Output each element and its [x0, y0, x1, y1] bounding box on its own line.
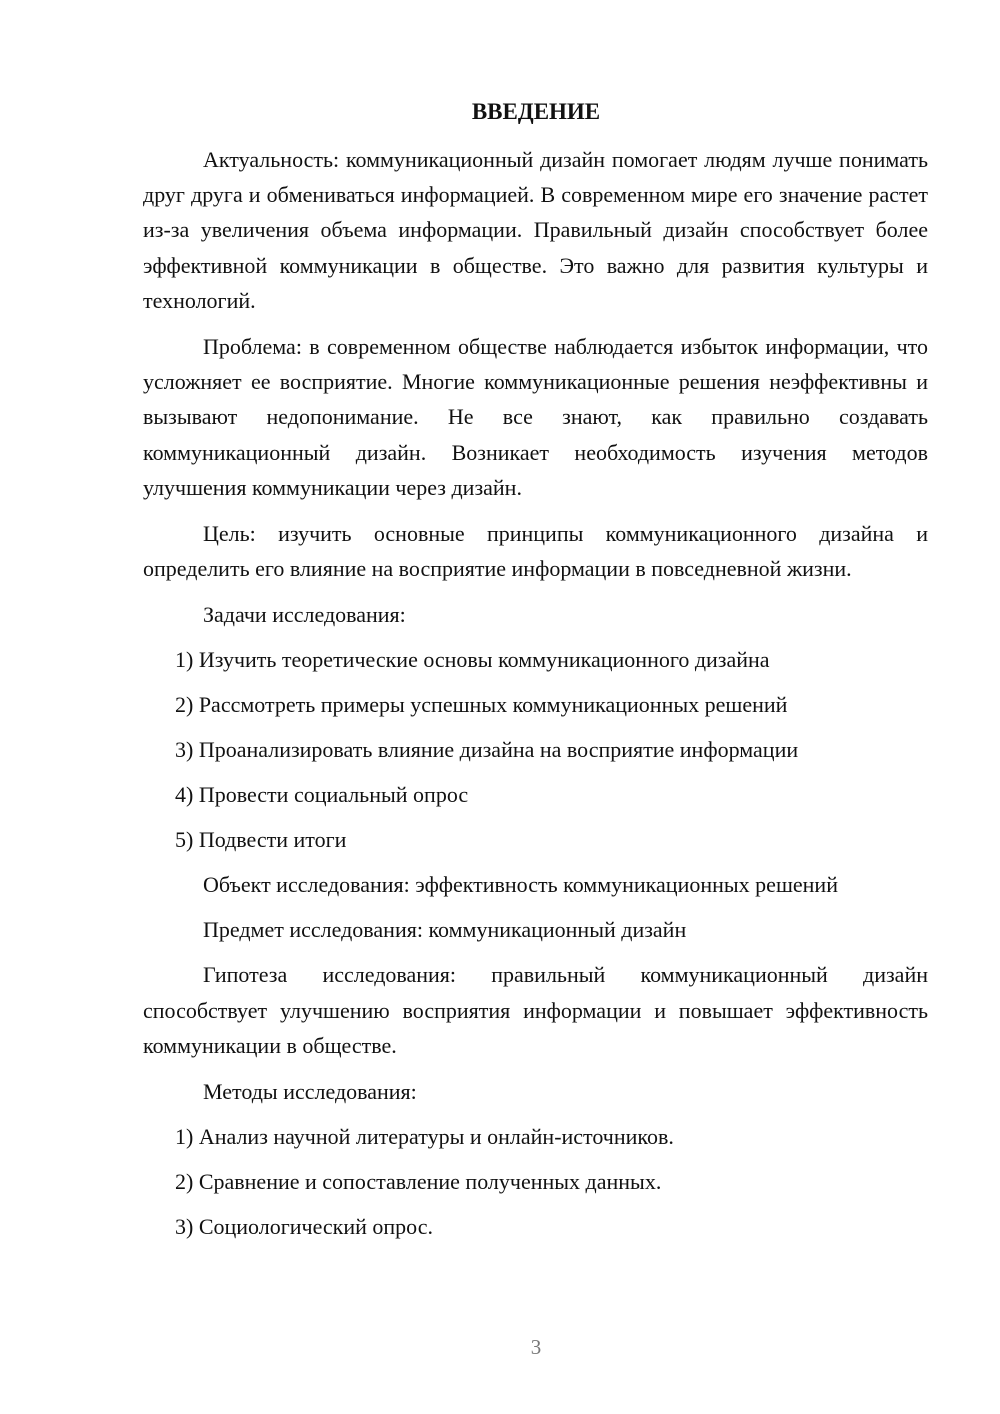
- method-item-3: 3) Социологический опрос.: [175, 1214, 433, 1240]
- task-item-1: 1) Изучить теоретические основы коммуникационного дизайна: [175, 647, 770, 673]
- task-item-2: 2) Рассмотреть примеры успешных коммуникационных решений: [175, 692, 788, 718]
- hypothesis-paragraph: Гипотеза исследования: правильный коммуникационный дизайн способствует улучшению восприятия информации и повышает эффективность коммуникации в обществе.: [143, 962, 928, 1058]
- method-item-2: 2) Сравнение и сопоставление полученных данных.: [175, 1169, 662, 1195]
- task-item-4: 4) Провести социальный опрос: [175, 782, 469, 808]
- page-title: ВВЕДЕНИЕ: [471, 99, 601, 124]
- research-subject: Предмет исследования: коммуникационный дизайн: [203, 917, 687, 943]
- tasks-heading: Задачи исследования:: [203, 602, 406, 628]
- research-object: Объект исследования: эффективность коммуникационных решений: [203, 872, 838, 898]
- goal-paragraph: Цель: изучить основные принципы коммуникационного дизайна и определить его влияние на восприятие информации в повседневной жизни.: [143, 521, 928, 582]
- methods-heading: Методы исследования:: [203, 1079, 417, 1105]
- page-number: 3: [530, 1335, 542, 1359]
- relevance-paragraph: Актуальность: коммуникационный дизайн помогает людям лучше понимать друг друга и обмениваться информацией. В современном мире его значение растет из-за увеличения объема информации. Правильный дизайн способствует более эффективной коммуникации в обществе. Это важно для развития культуры и технологий.: [143, 147, 928, 313]
- task-item-3: 3) Проанализировать влияние дизайна на восприятие информации: [175, 737, 799, 763]
- method-item-1: 1) Анализ научной литературы и онлайн-источников.: [175, 1124, 674, 1150]
- document-body: [143, 142, 928, 1244]
- task-item-5: 5) Подвести итоги: [175, 827, 347, 853]
- problem-paragraph: Проблема: в современном обществе наблюдается избыток информации, что усложняет ее восприятие. Многие коммуникационные решения неэффективны и вызывают недопонимание. Не все знают, как правильно создавать коммуникационный дизайн. Возникает необходимость изучения методов улучшения коммуникации через дизайн.: [143, 334, 928, 500]
